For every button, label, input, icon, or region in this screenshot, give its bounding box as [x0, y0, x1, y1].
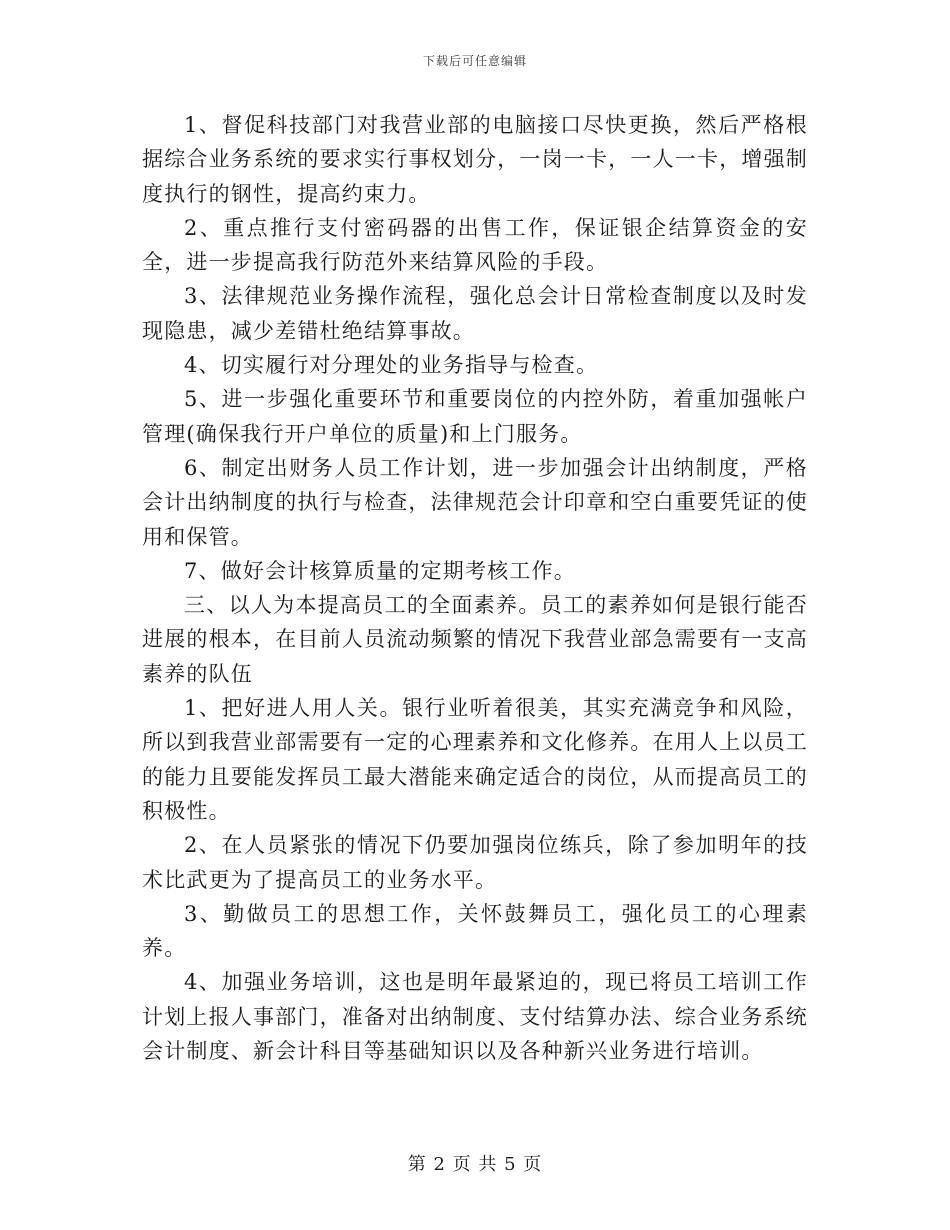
paragraph-9: 2、在人员紧张的情况下仍要加强岗位练兵，除了参加明年的技术比武更为了提高员工的业务水平。: [142, 833, 808, 892]
paragraph-6: 6、制定出财务人员工作计划，进一步加强会计出纳制度，严格会计出纳制度的执行与检查，法律规范会计印章和空白重要凭证的使用和保管。: [142, 455, 808, 549]
paragraph-5: 5、进一步强化重要环节和重要岗位的内控外防，着重加强帐户管理(确保我行开户单位的质量)和上门服务。: [142, 387, 808, 446]
paragraph-7: 7、做好会计核算质量的定期考核工作。: [184, 558, 576, 583]
document-body: [142, 108, 808, 1068]
section-heading-3: 三、以人为本提高员工的全面素养。员工的素养如何是银行能否进展的根本，在目前人员流动频繁的情况下我营业部急需要有一支高素养的队伍: [142, 593, 808, 686]
paragraph-2: 2、重点推行支付密码器的出售工作，保证银企结算资金的安全，进一步提高我行防范外来结算风险的手段。: [142, 215, 808, 275]
paragraph-11: 4、加强业务培训，这也是明年最紧迫的，现已将员工培训工作计划上报人事部门，准备对出纳制度、支付结算办法、综合业务系统会计制度、新会计科目等基础知识以及各种新兴业务进行培训。: [142, 970, 808, 1064]
paragraph-10: 3、勤做员工的思想工作，关怀鼓舞员工，强化员工的心理素养。: [142, 901, 808, 961]
page-number: 第 2 页 共 5 页: [407, 1154, 543, 1175]
paragraph-8: 1、把好进人用人关。银行业听着很美，其实充满竞争和风险，所以到我营业部需要有一定的心理素养和文化修养。在用人上以员工的能力且要能发挥员工最大潜能来确定适合的岗位，从而提高员工的积极性。: [142, 696, 808, 823]
page-header: 下载后可任意编辑: [422, 54, 527, 68]
paragraph-4: 4、切实履行对分理处的业务指导与检查。: [184, 353, 599, 378]
paragraph-1: 1、督促科技部门对我营业部的电脑接口尽快更换，然后严格根据综合业务系统的要求实行事权划分，一岗一卡，一人一卡，增强制度执行的钢性，提高约束力。: [142, 113, 808, 206]
paragraph-3: 3、法律规范业务操作流程，强化总会计日常检查制度以及时发现隐患，减少差错杜绝结算事故。: [142, 284, 808, 343]
